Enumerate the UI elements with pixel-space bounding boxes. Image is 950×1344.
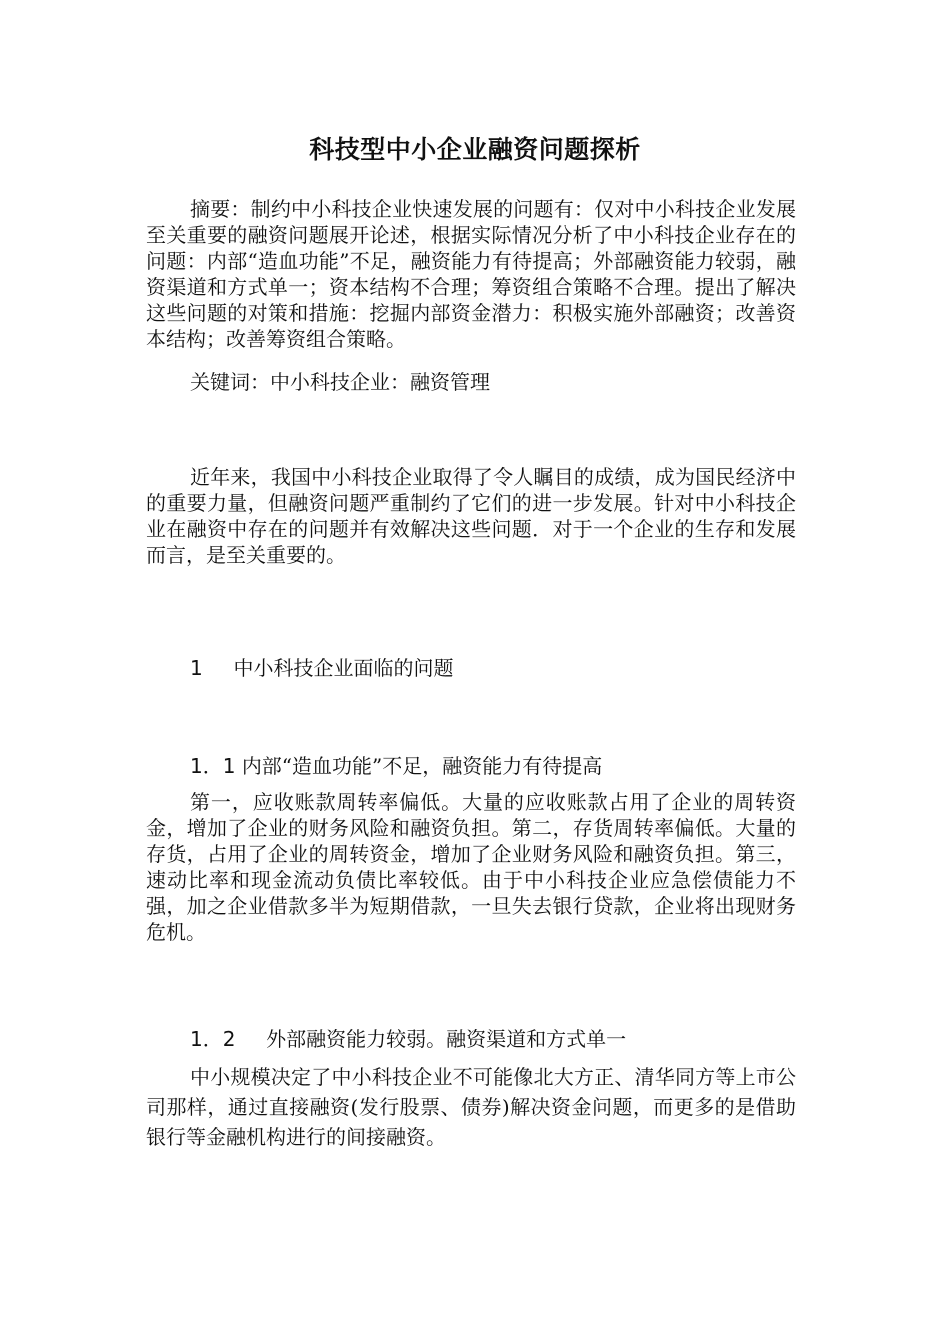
section-1-2-heading (190, 1026, 626, 1052)
section-1-number: 1 (190, 656, 203, 680)
section-1-2-body: 中小规模决定了中小科技企业不可能像北大方正、清华同方等上市公司那样，通过直接融资(发行股票、债券)解决资金问题，而更多的是借助银行等金融机构进行的间接融资。 (146, 1065, 796, 1149)
section-1-title: 中小科技企业面临的问题 (233, 656, 454, 680)
intro-text: 近年来，我国中小科技企业取得了令人瞩目的成绩，成为国民经济中的重要力量，但融资问题严重制约了它们的进一步发展。针对中小科技企业在融资中存在的问题并有效解决这些问题．对于一个企业的生存和发展而言，是至关重要的。 (146, 465, 796, 567)
section-1-1-body: 第一，应收账款周转率偏低。大量的应收账款占用了企业的周转资金，增加了企业的财务风险和融资负担。第二，存货周转率偏低。大量的存货，占用了企业的周转资金，增加了企业财务风险和融资负担。第三，速动比率和现金流动负债比率较低。由于中小科技企业应急偿债能力不强，加之企业借款多半为短期借款，一旦失去银行贷款，企业将出现财务危机。 (146, 790, 796, 944)
section-1-2-number: 1．2 (190, 1027, 236, 1051)
section-1-heading (190, 655, 453, 681)
intro-paragraph (146, 464, 796, 568)
section-1-1-number: 1．1 (190, 754, 236, 778)
section-1-1-title: 内部“造血功能”不足，融资能力有待提高 (241, 754, 603, 778)
abstract-paragraph: 摘要：制约中小科技企业快速发展的问题有：仅对中小科技企业发展至关重要的融资问题展开论述，根据实际情况分析了中小科技企业存在的问题：内部“造血功能”不足，融资能力有待提高；外部融资能力较弱，融资渠道和方式单一；资本结构不合理；筹资组合策略不合理。提出了解决这些问题的对策和措施：挖掘内部资金潜力：积极实施外部融资；改善资本结构；改善筹资组合策略。 (146, 197, 796, 351)
document-title: 科技型中小企业融资问题探析 (309, 135, 641, 164)
keywords-line: 关键词：中小科技企业：融资管理 (190, 370, 490, 394)
section-1-1-heading (190, 753, 602, 779)
section-1-2-title: 外部融资能力较弱。融资渠道和方式单一 (266, 1027, 627, 1051)
